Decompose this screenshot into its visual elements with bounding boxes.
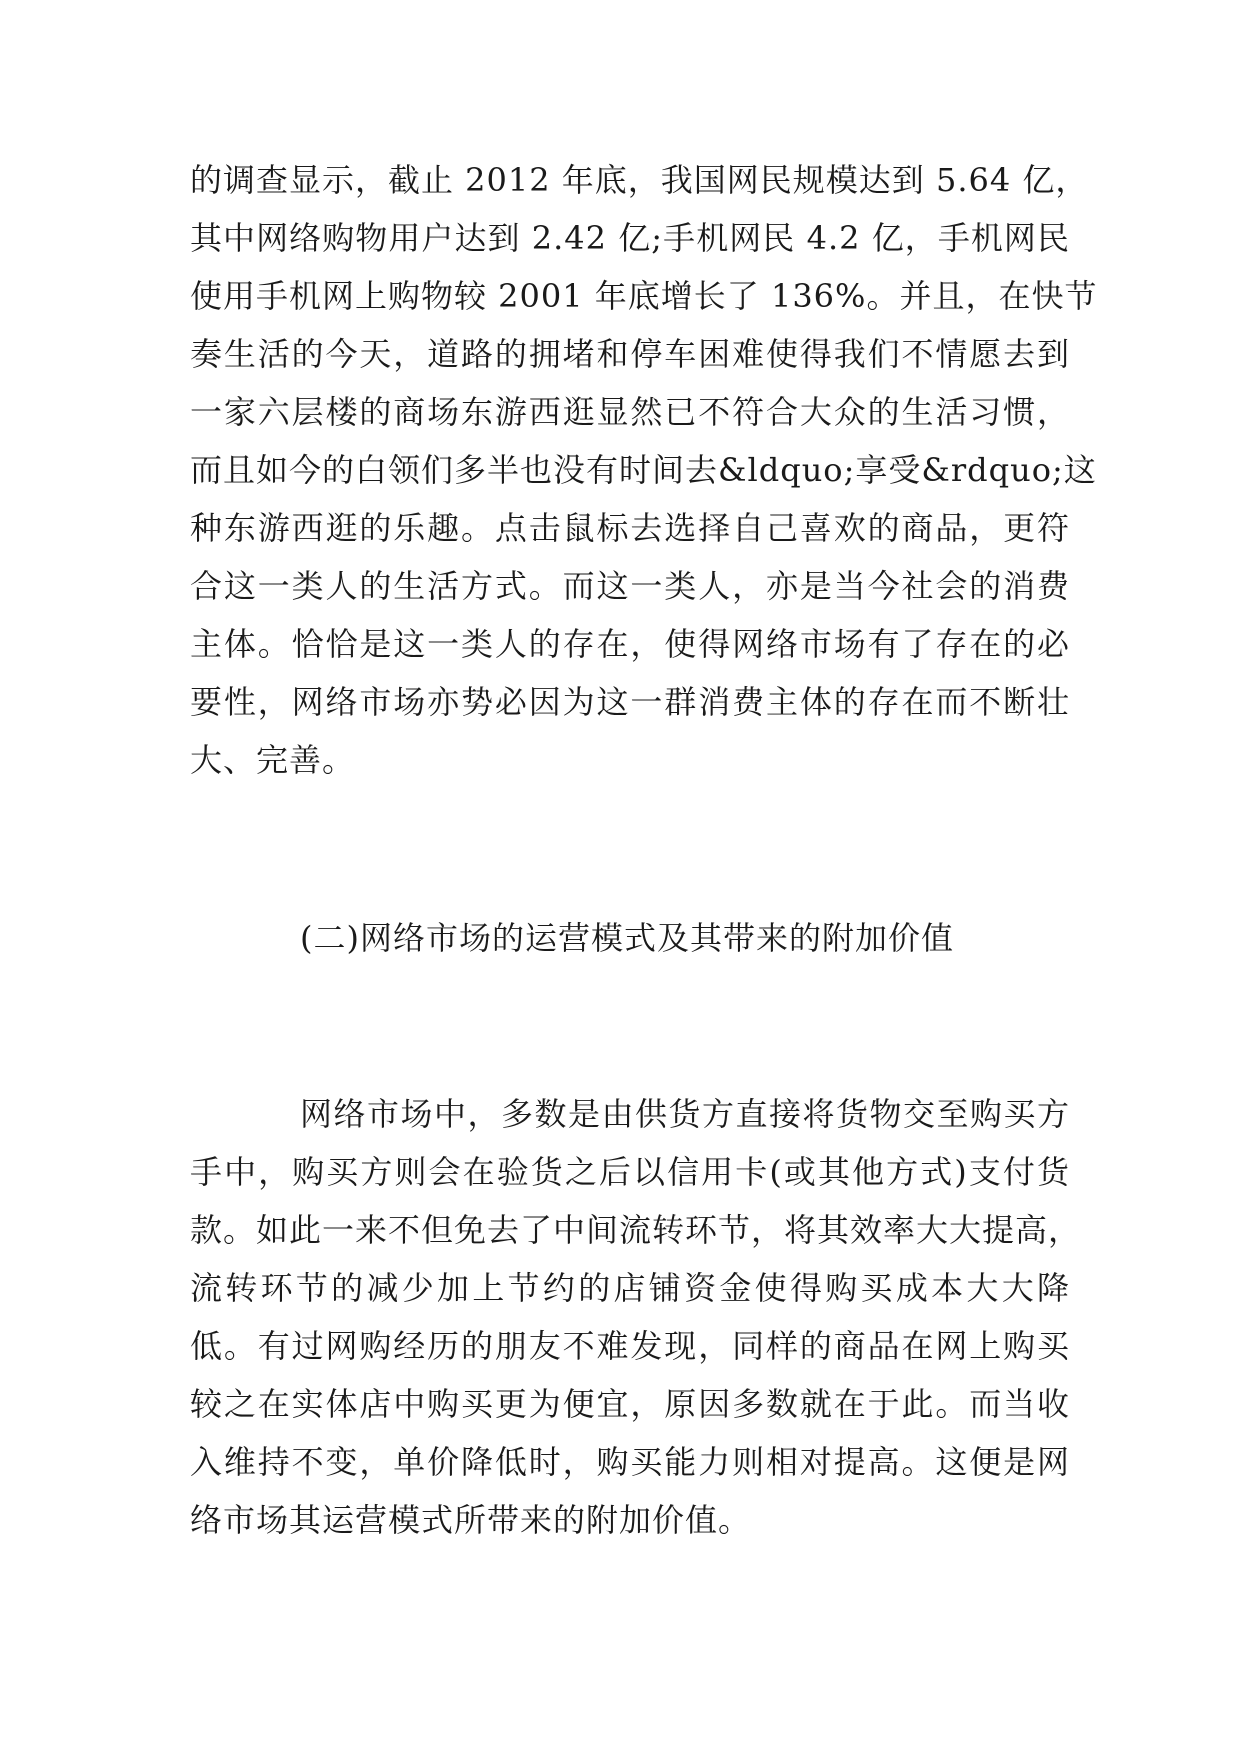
paragraph-line: 大、完善。 [190,741,356,779]
paragraph-line: 较之在实体店中购买更为便宜，原因多数就在于此。而当收 [190,1385,1070,1423]
paragraph-line: 而且如今的白领们多半也没有时间去&ldquo;享受&rdquo;这 [190,451,1097,489]
paragraph-line: 其中网络购物用户达到 2.42 亿;手机网民 4.2 亿，手机网民 [190,219,1070,257]
paragraph-line: 要性，网络市场亦势必因为这一群消费主体的存在而不断壮 [190,683,1070,721]
paragraph-line: 款。如此一来不但免去了中间流转环节，将其效率大大提高， [190,1211,1082,1249]
paragraph-line: 合这一类人的生活方式。而这一类人，亦是当今社会的消费 [190,567,1070,605]
paragraph-line: 入维持不变，单价降低时，购买能力则相对提高。这便是网 [190,1443,1070,1481]
paragraph-line: 低。有过网购经历的朋友不难发现，同样的商品在网上购买 [190,1327,1070,1365]
paragraph-line: 一家六层楼的商场东游西逛显然已不符合大众的生活习惯， [190,393,1070,431]
paragraph-line: 络市场其运营模式所带来的附加价值。 [190,1501,752,1539]
paragraph-line: 手中，购买方则会在验货之后以信用卡(或其他方式)支付货 [190,1153,1070,1191]
paragraph-line: 流转环节的减少加上节约的店铺资金使得购买成本大大降 [190,1269,1070,1307]
paragraph-line: 使用手机网上购物较 2001 年底增长了 136%。并且，在快节 [190,277,1098,315]
paragraph-line: 的调查显示，截止 2012 年底，我国网民规模达到 5.64 亿， [190,161,1089,199]
paragraph-line: 奏生活的今天，道路的拥堵和停车困难使得我们不情愿去到 [190,335,1070,373]
paragraph-line: 网络市场中，多数是由供货方直接将货物交至购买方 [300,1095,1070,1133]
section-heading: (二)网络市场的运营模式及其带来的附加价值 [300,919,954,957]
paragraph-line: 主体。恰恰是这一类人的存在，使得网络市场有了存在的必 [190,625,1070,663]
paragraph-line: 种东游西逛的乐趣。点击鼠标去选择自己喜欢的商品，更符 [190,509,1070,547]
